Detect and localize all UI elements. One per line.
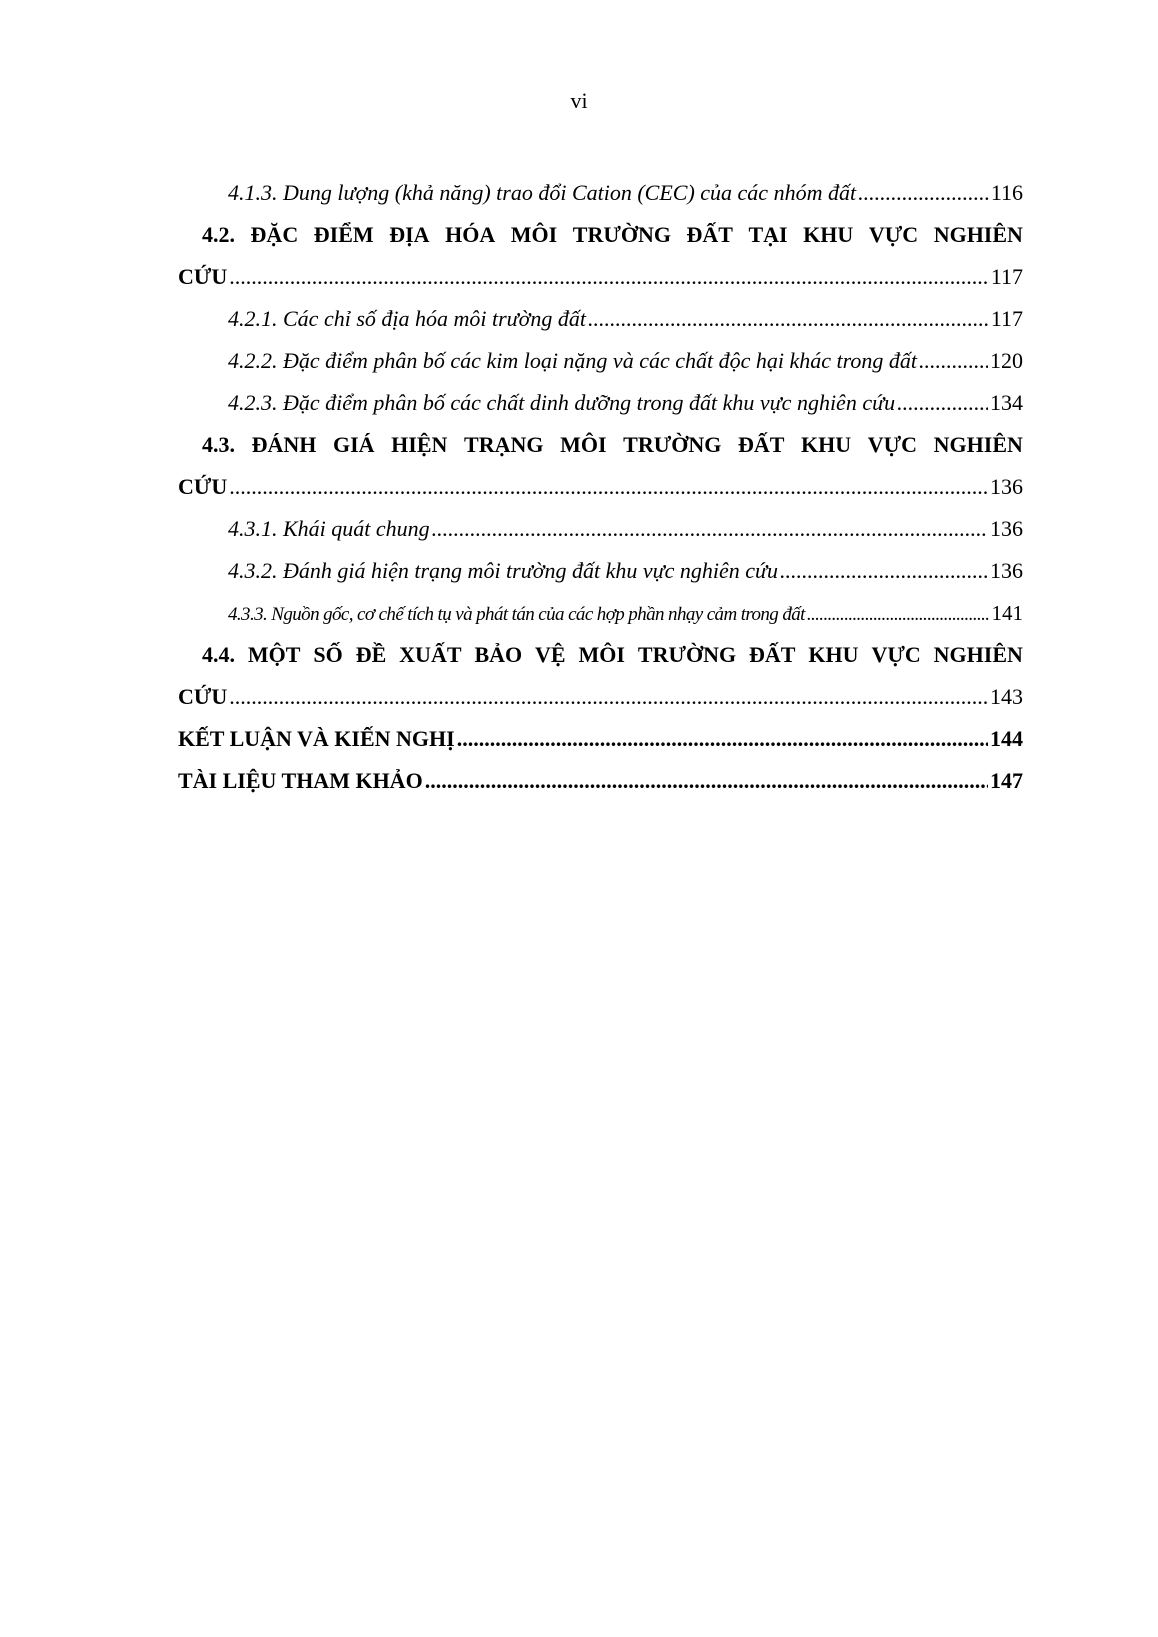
toc-entry-title: 4.3.3. Nguồn gốc, cơ chế tích tụ và phát tán của các hợp phần nhạy cảm trong đất	[228, 604, 805, 625]
toc-entry-conclusion[interactable]	[178, 718, 1023, 760]
dot-leader	[425, 760, 988, 802]
heading-word: MÔI	[578, 642, 625, 667]
page-number: vi	[570, 88, 588, 113]
toc-entry-4-2-3[interactable]	[178, 382, 1023, 424]
toc-section-4-2-heading[interactable]	[178, 214, 1023, 256]
heading-word: MÔI	[510, 222, 558, 247]
heading-word: ĐẤT	[686, 222, 733, 247]
toc-entry-title: 4.2.1. Các chỉ số địa hóa môi trường đất	[228, 306, 587, 331]
dot-leader	[897, 382, 988, 424]
dot-leader	[457, 718, 988, 760]
toc-section-4-2-continuation[interactable]	[178, 256, 1023, 298]
toc-entry-title: 4.3.1. Khái quát chung	[228, 516, 430, 541]
toc-section-4-4-heading[interactable]	[178, 634, 1023, 676]
toc-entry-page: 136	[990, 474, 1023, 499]
heading-word: HÓA	[445, 222, 496, 247]
toc-entry-title: 4.2.2. Đặc điểm phân bố các kim loại nặng và các chất độc hại khác trong đất	[228, 348, 917, 373]
heading-word: 4.4.	[202, 642, 235, 667]
toc-entry-page: 136	[990, 558, 1023, 583]
heading-word: HIỆN	[391, 432, 448, 457]
heading-word: ĐẤT	[737, 432, 785, 457]
toc-entry-page: 116	[990, 180, 1023, 205]
dot-leader	[229, 466, 988, 508]
toc-section-4-4-continuation[interactable]	[178, 676, 1023, 718]
heading-word: NGHIÊN	[933, 642, 1023, 667]
toc-entry-title: 4.3.2. Đánh giá hiện trạng môi trường đất khu vực nghiên cứu	[228, 558, 779, 583]
dot-leader	[229, 256, 989, 298]
heading-word: SỐ	[313, 642, 343, 667]
toc-entry-4-3-3[interactable]	[178, 592, 1023, 634]
heading-word: ĐIỂM	[313, 222, 374, 247]
toc-entry-title: 4.2.3. Đặc điểm phân bố các chất dinh dưỡng trong đất khu vực nghiên cứu	[228, 390, 896, 415]
dot-leader	[229, 676, 988, 718]
table-of-contents	[178, 172, 1023, 802]
heading-word: TRƯỜNG	[623, 432, 722, 457]
toc-entry-page: 120	[990, 348, 1023, 373]
heading-word: XUẤT	[399, 642, 462, 667]
heading-word: BẢO	[474, 642, 523, 667]
heading-word: KHU	[808, 642, 859, 667]
toc-entry-page: 117	[990, 306, 1023, 331]
toc-entry-title: CỨU	[178, 684, 228, 709]
toc-entry-4-2-2[interactable]	[178, 340, 1023, 382]
toc-entry-title: CỨU	[178, 264, 228, 289]
toc-entry-references[interactable]	[178, 760, 1023, 802]
toc-entry-4-2-1[interactable]	[178, 298, 1023, 340]
toc-entry-page: 144	[990, 726, 1023, 751]
heading-word: ĐÁNH	[251, 432, 317, 457]
heading-word: VỰC	[867, 432, 918, 457]
heading-word: GIÁ	[333, 432, 375, 457]
dot-leader	[919, 340, 988, 382]
heading-word: VỆ	[535, 642, 566, 667]
toc-entry-title: KẾT LUẬN VÀ KIẾN NGHỊ	[178, 726, 455, 751]
heading-word: VỰC	[871, 642, 921, 667]
heading-word: NGHIÊN	[933, 222, 1023, 247]
heading-word: ĐỀ	[355, 642, 387, 667]
toc-section-4-3-heading[interactable]	[178, 424, 1023, 466]
dot-leader	[807, 594, 990, 636]
toc-entry-page: 143	[990, 684, 1023, 709]
toc-entry-page: 134	[990, 390, 1023, 415]
toc-entry-page: 147	[990, 768, 1023, 793]
heading-word: ĐẤT	[749, 642, 796, 667]
heading-word: VỰC	[868, 222, 919, 247]
heading-word: KHU	[801, 432, 852, 457]
heading-word: MÔI	[560, 432, 607, 457]
toc-entry-4-3-2[interactable]	[178, 550, 1023, 592]
toc-entry-title: TÀI LIỆU THAM KHẢO	[178, 768, 423, 793]
toc-entry-title: 4.1.3. Dung lượng (khả năng) trao đổi Cation (CEC) của các nhóm đất	[228, 180, 857, 205]
heading-word: ĐỊA	[389, 222, 430, 247]
toc-entry-4-1-3[interactable]	[178, 172, 1023, 214]
heading-word: TRẠNG	[464, 432, 544, 457]
toc-entry-page: 136	[990, 516, 1023, 541]
toc-entry-page: 141	[991, 601, 1023, 625]
dot-leader	[588, 298, 989, 340]
heading-word: TRƯỜNG	[572, 222, 671, 247]
heading-word: TẠI	[748, 222, 788, 247]
dot-leader	[780, 550, 988, 592]
heading-word: 4.3.	[202, 432, 235, 457]
heading-word: 4.2.	[202, 222, 235, 247]
toc-entry-4-3-1[interactable]	[178, 508, 1023, 550]
dot-leader	[432, 508, 988, 550]
heading-word: NGHIÊN	[933, 432, 1023, 457]
dot-leader	[858, 172, 989, 214]
toc-entry-page: 117	[990, 264, 1023, 289]
heading-word: MỘT	[247, 642, 301, 667]
heading-word: TRƯỜNG	[637, 642, 737, 667]
heading-word: KHU	[803, 222, 854, 247]
toc-entry-title: CỨU	[178, 474, 228, 499]
heading-word: ĐẶC	[250, 222, 299, 247]
toc-section-4-3-continuation[interactable]	[178, 466, 1023, 508]
